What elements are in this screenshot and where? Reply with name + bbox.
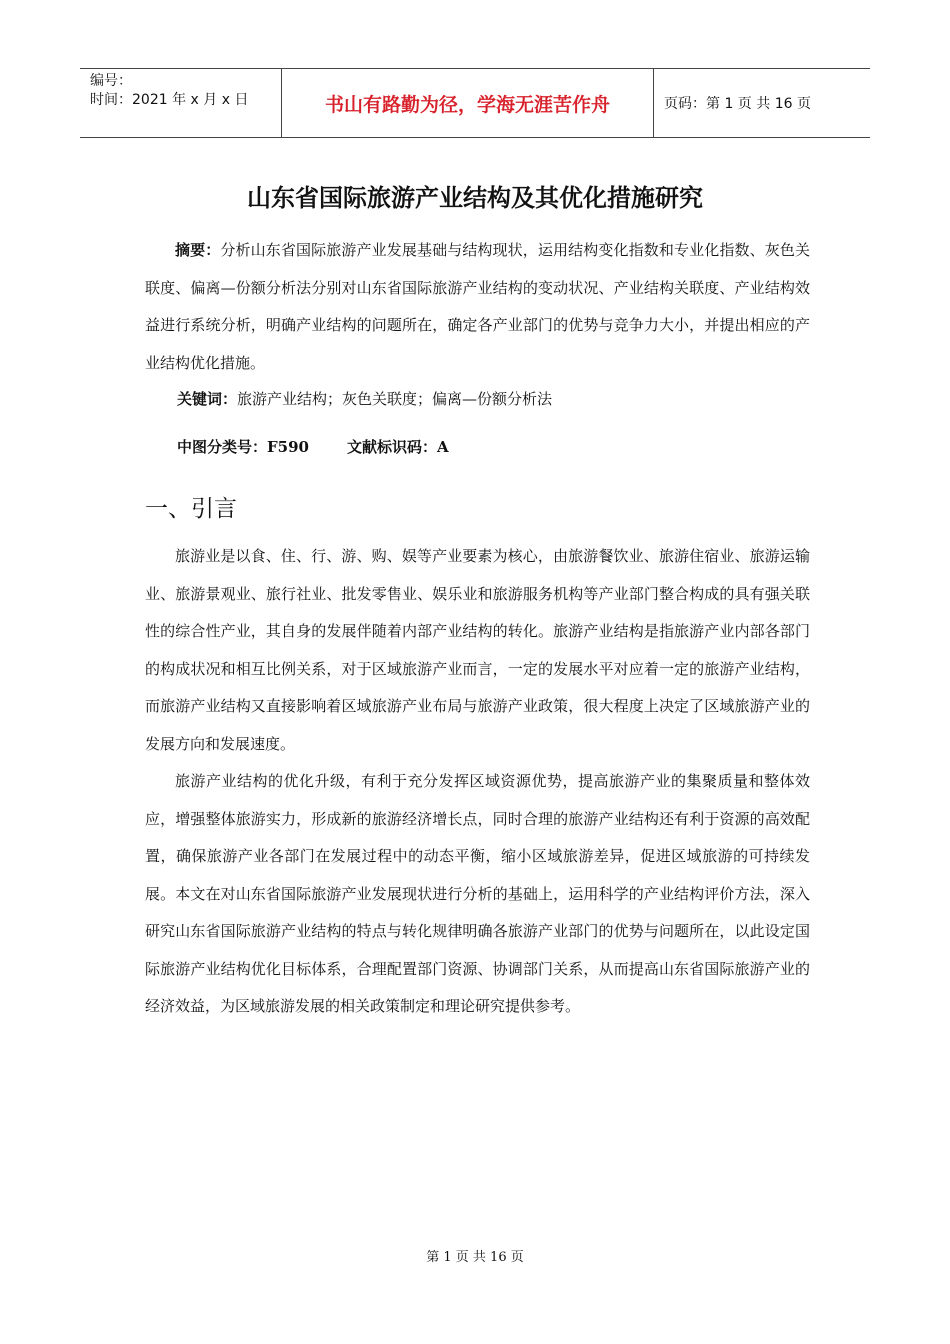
document-title: 山东省国际旅游产业结构及其优化措施研究 [247,184,703,212]
keywords-line [177,388,552,409]
header-page-info: 页码：第 1 页 共 16 页 [664,96,811,112]
clc-label: 中图分类号： [177,438,268,456]
intro-paragraph-2: 旅游产业结构的优化升级，有利于充分发挥区域资源优势，提高旅游产业的集聚质量和整体效应，增强整体旅游实力，形成新的旅游经济增长点，同时合理的旅游产业结构还有利于资源的高效配置，确保旅游产业各部门在发展过程中的动态平衡，缩小区域旅游差异，促进区域旅游的可持续发展。本文在对山东省国际旅游产业发展现状进行分析的基础上，运用科学的产业结构评价方法，深入研究山东省国际旅游产业结构的特点与转化规律明确各旅游产业部门的优势与问题所在，以此设定国际旅游产业结构优化目标体系，合理配置部门资源、协调部门关系，从而提高山东省国际旅游产业的经济效益，为区域旅游发展的相关政策制定和理论研究提供参考。 [145,772,810,1015]
abstract-label: 摘要： [175,241,221,259]
intro-paragraph-1: 旅游业是以食、住、行、游、购、娱等产业要素为核心，由旅游餐饮业、旅游住宿业、旅游运输业、旅游景观业、旅行社业、批发零售业、娱乐业和旅游服务机构等产业部门整合构成的具有强关联性的综合性产业，其自身的发展伴随着内部产业结构的转化。旅游产业结构是指旅游产业内部各部门的构成状况和相互比例关系，对于区域旅游产业而言，一定的发展水平对应着一定的旅游产业结构，而旅游产业结构又直接影响着区域旅游产业布局与旅游产业政策，很大程度上决定了区域旅游产业的发展方向和发展速度。 [145,547,810,753]
number-label: 编号： [90,73,132,89]
clc-value: F590 [267,438,309,456]
keywords-text: 旅游产业结构；灰色关联度；偏离—份额分析法 [237,390,553,408]
time-label: 时间：2021 年 x 月 x 日 [90,92,249,108]
classification-line [177,436,449,457]
page-footer: 第 1 页 共 16 页 [426,1250,524,1265]
header-info [80,69,281,137]
section-heading: 一、引言 [145,496,237,522]
doc-code-value: A [437,438,449,456]
header-motto: 书山有路勤为径，学海无涯苦作舟 [281,69,654,137]
doc-code-label: 文献标识码： [346,438,437,456]
abstract-text: 分析山东省国际旅游产业发展基础与结构现状，运用结构变化指数和专业化指数、灰色关联度、偏离—份额分析法分别对山东省国际旅游产业结构的变动状况、产业结构关联度、产业结构效益进行系统分析，明确产业结构的问题所在，确定各产业部门的优势与竞争力大小，并提出相应的产业结构优化措施。 [145,241,810,372]
keywords-label: 关键词： [177,390,238,408]
abstract-paragraph [145,232,810,382]
page-header [80,68,870,138]
